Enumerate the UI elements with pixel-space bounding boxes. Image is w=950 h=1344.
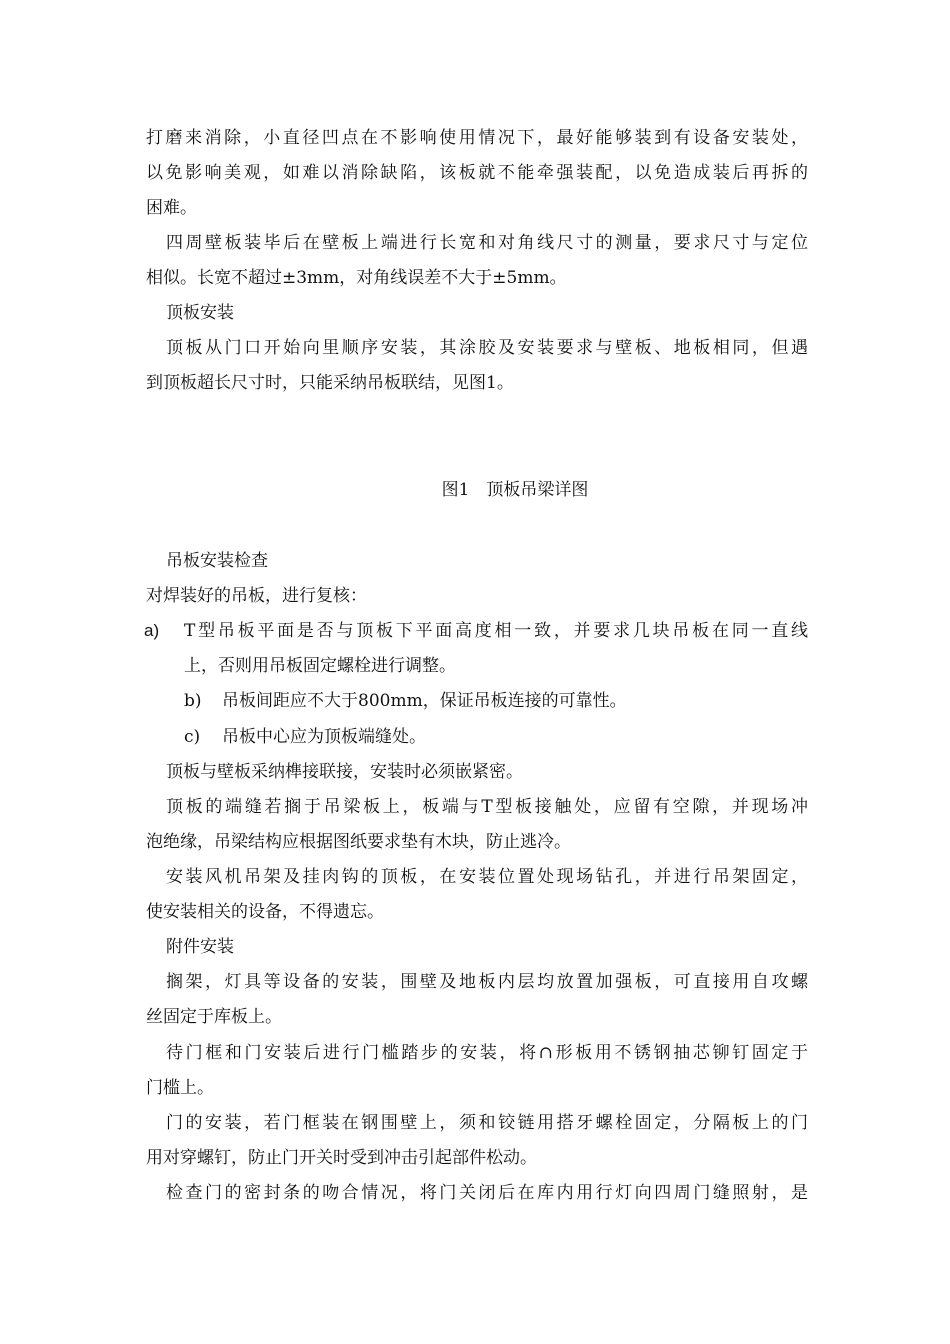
list-marker: a)	[144, 621, 160, 640]
section-heading: 吊板安装检查	[166, 551, 268, 571]
paragraph-line: 打磨来消除，小直径凹点在不影响使用情况下，最好能够装到有设备安装处，	[146, 128, 808, 148]
list-item-text: 上，否则用吊板固定螺栓进行调整。	[184, 656, 456, 676]
paragraph-line: 门的安装，若门框装在钢围壁上，须和铰链用搭牙螺栓固定，分隔板上的门	[166, 1113, 808, 1133]
paragraph-line: 门槛上。	[146, 1078, 214, 1098]
paragraph-line: 困难。	[146, 198, 197, 218]
paragraph-line: 以免影响美观，如难以消除缺陷，该板就不能牵强装配，以免造成装后再拆的	[146, 163, 808, 183]
list-item-text: 吊板中心应为顶板端缝处。	[222, 727, 426, 747]
paragraph-line: 安装风机吊架及挂肉钩的顶板，在安装位置处现场钻孔，并进行吊架固定，	[166, 867, 808, 887]
list-marker: c)	[184, 727, 201, 747]
paragraph-line: 顶板与壁板采纳榫接联接，安装时必须嵌紧密。	[166, 762, 523, 782]
paragraph-line: 使安装相关的设备，不得遗忘。	[146, 902, 384, 922]
list-item-text: T型吊板平面是否与顶板下平面高度相一致，并要求几块吊板在同一直线	[184, 621, 808, 641]
section-heading: 附件安装	[166, 937, 234, 957]
section-heading: 顶板安装	[166, 303, 234, 323]
paragraph-line: 丝固定于库板上。	[146, 1007, 282, 1027]
paragraph-line: 搁架，灯具等设备的安装，围壁及地板内层均放置加强板，可直接用自攻螺	[166, 972, 808, 992]
list-item-text: 吊板间距应不大于800mm，保证吊板连接的可靠性。	[222, 691, 627, 711]
paragraph-line: 顶板的端缝若搁于吊梁板上，板端与T型板接触处，应留有空隙，并现场冲	[166, 797, 808, 817]
paragraph-line: 到顶板超长尺寸时，只能采纳吊板联结，见图1。	[146, 373, 514, 393]
paragraph-line: 相似。长宽不超过±3mm，对角线误差不大于±5mm。	[146, 268, 567, 288]
paragraph-line: 检查门的密封条的吻合情况，将门关闭后在库内用行灯向四周门缝照射，是	[166, 1183, 808, 1203]
paragraph-line: 泡绝缘，吊梁结构应根据图纸要求垫有木块，防止逃冷。	[146, 832, 571, 852]
paragraph-line: 顶板从门口开始向里顺序安装，其涂胶及安装要求与壁板、地板相同，但遇	[166, 338, 808, 358]
list-marker: b)	[184, 691, 202, 711]
paragraph-line: 四周壁板装毕后在壁板上端进行长宽和对角线尺寸的测量，要求尺寸与定位	[166, 233, 808, 253]
paragraph-line: 用对穿螺钉，防止门开关时受到冲击引起部件松动。	[146, 1148, 537, 1168]
paragraph-line: 对焊装好的吊板，进行复核：	[146, 586, 367, 606]
figure-caption: 图1 顶板吊梁详图	[441, 480, 589, 500]
paragraph-line: 待门框和门安装后进行门槛踏步的安装，将∩形板用不锈钢抽芯铆钉固定于	[166, 1043, 808, 1063]
